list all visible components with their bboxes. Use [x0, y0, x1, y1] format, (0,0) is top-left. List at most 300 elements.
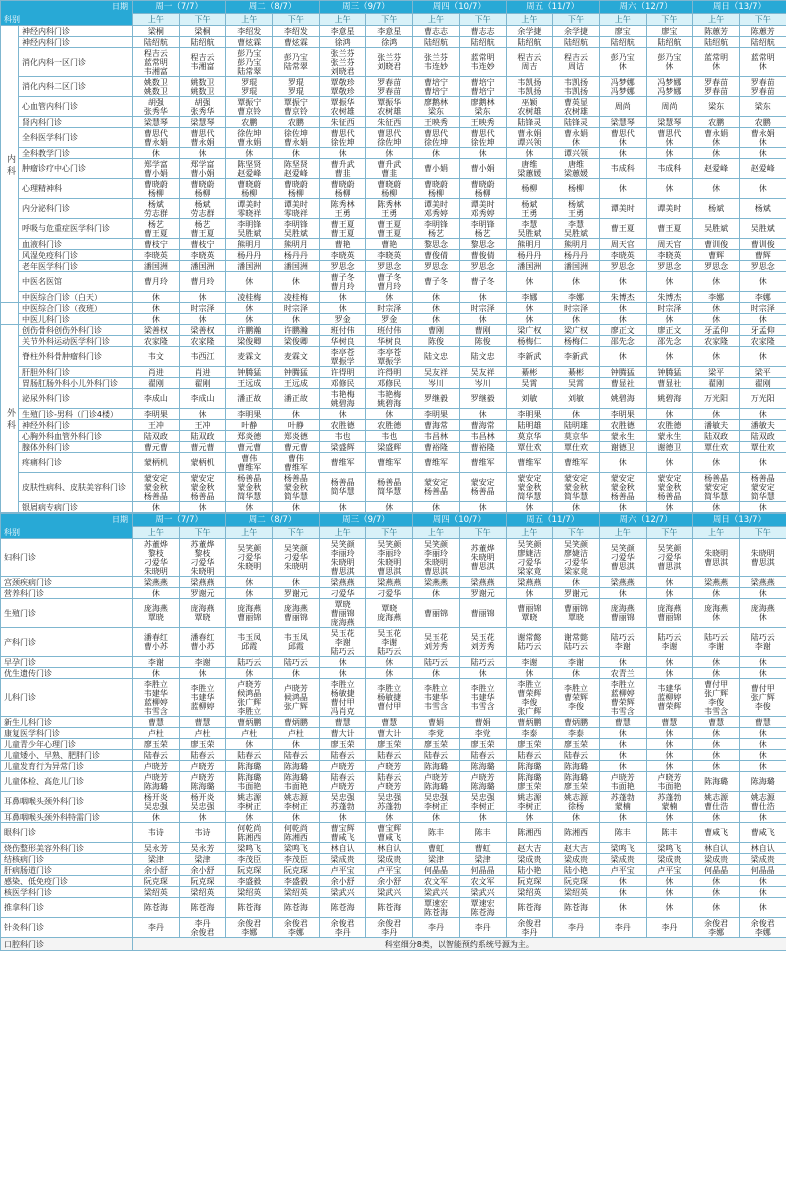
schedule-cell: 陆双政	[179, 431, 226, 442]
schedule-cell: 李慧 吴胜斌	[553, 219, 600, 239]
schedule-cell: 罗思念	[366, 261, 413, 272]
schedule-cell: 休	[179, 292, 226, 303]
schedule-cell: 休	[646, 314, 693, 325]
schedule-cell: 蓝常明 韦连妙	[459, 48, 506, 77]
schedule-cell: 陈湘西	[553, 823, 600, 843]
schedule-cell: 曹培宁 曹培宁	[413, 77, 460, 97]
dept-name: 结核病门诊	[1, 854, 133, 865]
schedule-cell: 李明果	[133, 409, 180, 420]
dept-name: 神经内科门诊	[19, 37, 133, 48]
schedule-cell: 陆春云	[553, 750, 600, 761]
schedule-cell: 李亭苍 覃振学	[366, 347, 413, 367]
am-header: 上午	[413, 527, 460, 539]
schedule-cell: 杨斌	[693, 199, 740, 219]
schedule-cell: 休	[366, 668, 413, 679]
schedule-cell: 陆文忠	[459, 347, 506, 367]
schedule-cell: 梁绍英	[179, 887, 226, 898]
schedule-cell: 休	[646, 750, 693, 761]
schedule-cell: 休	[646, 588, 693, 599]
schedule-cell: 陈苍海	[319, 898, 366, 918]
schedule-cell: 韦昌林	[459, 431, 506, 442]
schedule-cell: 叶静	[273, 420, 320, 431]
schedule-cell: 岑川	[459, 378, 506, 389]
schedule-cell: 曹思代 休	[599, 128, 646, 148]
schedule-cell: 休	[599, 739, 646, 750]
schedule-cell: 廖玉荣	[319, 739, 366, 750]
dept-name: 宫颈疾病门诊	[1, 577, 133, 588]
schedule-cell: 杨梅仁	[553, 336, 600, 347]
schedule-cell: 蒙安定 蒙金秋 简华慧	[506, 473, 553, 502]
schedule-cell: 邓修民	[319, 378, 366, 389]
schedule-cell: 曹炫霖	[273, 37, 320, 48]
schedule-cell: 休	[599, 347, 646, 367]
schedule-cell: 梁慧琴	[599, 117, 646, 128]
dept-name: 儿童发育行为异常门诊	[1, 761, 133, 772]
schedule-cell: 曹慧	[319, 717, 366, 728]
schedule-cell: 卢晓芳	[133, 761, 180, 772]
schedule-cell: 梁俊卿	[273, 336, 320, 347]
schedule-cell: 李娜	[553, 292, 600, 303]
schedule-cell: 潘春红 曹小苏	[179, 628, 226, 657]
schedule-cell: 苏董烨 朱晓明 曹思淇	[459, 539, 506, 577]
schedule-cell: 韦西江	[179, 347, 226, 367]
schedule-cell: 余俊君 李娜	[739, 918, 786, 938]
schedule-cell: 陆绍航	[506, 37, 553, 48]
schedule-cell: 陆春云	[133, 750, 180, 761]
schedule-cell: 林自认	[693, 843, 740, 854]
schedule-cell: 休	[133, 502, 180, 513]
schedule-cell: 陈海璐	[459, 761, 506, 772]
table-row	[1, 739, 786, 750]
schedule-cell: 农胜德	[366, 420, 413, 431]
schedule-cell: 韦凯扬 韦凯扬	[553, 77, 600, 97]
schedule-cell: 张兰芬 张兰芬 刘晓君	[319, 48, 366, 77]
schedule-cell: 潘国洲	[179, 261, 226, 272]
schedule-cell: 李成山	[179, 389, 226, 409]
corner-cell	[1, 1, 133, 26]
schedule-cell: 休	[133, 292, 180, 303]
schedule-cell: 曹咸飞	[693, 823, 740, 843]
corner-cell	[1, 514, 133, 539]
table-row	[1, 117, 786, 128]
schedule-cell: 杨丹丹	[273, 250, 320, 261]
schedule-cell: 休	[739, 502, 786, 513]
schedule-cell: 刁爱华	[366, 588, 413, 599]
schedule-cell: 余俊君 李丹	[319, 918, 366, 938]
pm-header: 下午	[366, 14, 413, 26]
schedule-cell: 曹思代 徐佐坤	[459, 128, 506, 148]
dept-name: 心血管内科门诊	[19, 97, 133, 117]
schedule-cell: 曹伟 曹维军	[273, 453, 320, 473]
schedule-cell: 何乾尚 陈湘西	[226, 823, 273, 843]
schedule-cell: 何乾尚 陈湘西	[273, 823, 320, 843]
schedule-cell: 休	[273, 314, 320, 325]
schedule-cell: 休	[599, 303, 646, 314]
day-header-row	[1, 514, 786, 527]
schedule-cell: 卢晓芳 韦面艳	[646, 772, 693, 792]
schedule-cell: 曹晓蔚 杨柳	[133, 179, 180, 199]
schedule-cell: 庞海燕 覃晓	[179, 599, 226, 628]
schedule-cell: 休	[646, 347, 693, 367]
schedule-cell: 农家隆	[739, 336, 786, 347]
schedule-cell: 陈蕙芳	[739, 26, 786, 37]
schedule-cell: 覃仕欢	[739, 442, 786, 453]
schedule-cell: 卢晓芳	[179, 761, 226, 772]
table-row	[1, 865, 786, 876]
schedule-cell: 曹裕隆	[459, 442, 506, 453]
table-row	[1, 37, 786, 48]
table-row	[1, 854, 786, 865]
schedule-cell: 杨善晶 简华慧	[366, 473, 413, 502]
schedule-cell: 唐维 梁蕙媛	[553, 159, 600, 179]
am-header: 上午	[693, 14, 740, 26]
schedule-cell: 梁盛辉	[319, 442, 366, 453]
schedule-cell: 李丹 余俊君	[179, 918, 226, 938]
schedule-cell: 休	[319, 292, 366, 303]
schedule-cell: 周天官	[599, 239, 646, 250]
schedule-cell: 李胜立 韦建华 韦雪含	[459, 679, 506, 717]
table-row	[1, 679, 786, 717]
table-row	[1, 26, 786, 37]
table-row	[1, 812, 786, 823]
schedule-cell: 农鹏	[693, 117, 740, 128]
schedule-cell: 陈苍海	[366, 898, 413, 918]
schedule-cell: 陆明雄	[553, 420, 600, 431]
table-row	[1, 668, 786, 679]
dept-name: 内分泌科门诊	[19, 199, 133, 219]
schedule-cell: 曹晓蔚 杨柳	[459, 179, 506, 199]
schedule-cell: 休	[413, 668, 460, 679]
schedule-cell: 王映秀	[459, 117, 506, 128]
schedule-cell: 曹元曹	[273, 442, 320, 453]
schedule-cell: 陆锋灵	[506, 117, 553, 128]
schedule-cell: 休	[553, 409, 600, 420]
schedule-cell: 陈海璐 韦面艳	[226, 772, 273, 792]
schedule-cell: 休	[646, 453, 693, 473]
day-header: 周一（7/7）	[133, 1, 226, 14]
dept-name: 耳鼻咽喉头颈外科特需门诊	[1, 812, 133, 823]
schedule-cell: 罗思念	[739, 261, 786, 272]
schedule-cell: 吴永芳	[179, 843, 226, 854]
date-label: 日期	[112, 515, 128, 524]
schedule-cell: 廖玉荣	[459, 739, 506, 750]
schedule-cell: 陆巧云 李谢	[693, 628, 740, 657]
schedule-cell: 休	[179, 668, 226, 679]
schedule-cell: 休	[693, 588, 740, 599]
schedule-cell: 曹炳鹏	[273, 717, 320, 728]
table-row	[1, 261, 786, 272]
schedule-cell: 张兰芬 韦连妙	[413, 48, 460, 77]
footer-row	[1, 938, 786, 951]
day-header: 周六（12/7）	[599, 1, 692, 14]
schedule-cell: 陈海璐	[553, 761, 600, 772]
dept-name: 皮肤性病科、皮肤美容科门诊	[19, 473, 133, 502]
schedule-cell: 休	[553, 812, 600, 823]
schedule-cell: 曹维军	[366, 453, 413, 473]
schedule-cell: 曹思代 曹永娟	[179, 128, 226, 148]
schedule-cell: 曹小娟	[459, 159, 506, 179]
schedule-cell: 陆巧云 李谢	[739, 628, 786, 657]
schedule-cell: 曹虹	[413, 843, 460, 854]
schedule-cell: 曹大计	[319, 728, 366, 739]
schedule-cell: 休	[553, 668, 600, 679]
schedule-cell: 李胜立 杨敏捷 曹付甲 冯肖克	[319, 679, 366, 717]
table-row	[1, 179, 786, 199]
schedule-cell: 曹训俊	[693, 239, 740, 250]
schedule-cell: 时宗泽	[553, 303, 600, 314]
schedule-cell: 王远成	[273, 378, 320, 389]
schedule-cell: 休	[599, 453, 646, 473]
schedule-cell: 休	[599, 657, 646, 668]
day-header: 周日（13/7）	[693, 1, 786, 14]
table-row	[1, 219, 786, 239]
schedule-cell: 吴笑颜 廖婕洁 刁爱华 梁家竟	[506, 539, 553, 577]
schedule-cell: 蒙安定 蒙金秋 简华慧	[553, 473, 600, 502]
table-row	[1, 199, 786, 219]
schedule-cell: 陈丰	[646, 823, 693, 843]
schedule-cell: 谭美时 邓秀婷	[459, 199, 506, 219]
schedule-cell: 曹俊倩	[459, 250, 506, 261]
schedule-cell: 梁绍英	[506, 887, 553, 898]
schedule-cell: 梁绍英	[226, 887, 273, 898]
schedule-cell: 吴玉花 李谢 陆巧云	[366, 628, 413, 657]
schedule-cell: 潘正故	[226, 389, 273, 409]
schedule-cell: 华树良	[319, 336, 366, 347]
schedule-cell: 曹炳鹏	[226, 717, 273, 728]
schedule-cell: 韦玉凤 邱霞	[273, 628, 320, 657]
schedule-cell: 曹晓蔚 杨柳	[366, 179, 413, 199]
dept-name: 消化内科二区门诊	[19, 77, 133, 97]
schedule-cell: 陆绍航	[413, 37, 460, 48]
dept-name: 针灸科门诊	[1, 918, 133, 938]
schedule-cell: 休	[739, 761, 786, 772]
schedule-cell: 休	[273, 148, 320, 159]
schedule-cell: 农青兰	[599, 668, 646, 679]
schedule-cell: 陈湘西	[506, 823, 553, 843]
table-row	[1, 628, 786, 657]
schedule-cell: 廖玉荣	[179, 739, 226, 750]
schedule-cell: 曹思代 徐佐坤	[366, 128, 413, 148]
schedule-cell: 莫京华	[506, 431, 553, 442]
dept-name: 中医儿科门诊	[19, 314, 133, 325]
schedule-cell: 覃敬珍 覃敬珍	[319, 77, 366, 97]
schedule-cell: 卢晓芳 陈海璐	[179, 772, 226, 792]
schedule-cell: 休	[646, 272, 693, 292]
dept-name: 早孕门诊	[1, 657, 133, 668]
schedule-cell: 曹辉	[693, 250, 740, 261]
schedule-cell: 休	[693, 148, 740, 159]
schedule-cell: 陆双政	[739, 431, 786, 442]
schedule-cell: 余学捷	[553, 26, 600, 37]
schedule-cell: 休	[693, 739, 740, 750]
schedule-cell: 陆春云	[506, 750, 553, 761]
schedule-cell: 蒙柄机	[133, 453, 180, 473]
section-label	[1, 303, 19, 325]
table-row	[1, 250, 786, 261]
schedule-cell: 覃速宏 陈苍海	[413, 898, 460, 918]
schedule-cell: 韦成科	[646, 159, 693, 179]
schedule-cell: 曹慧	[366, 717, 413, 728]
am-header: 上午	[506, 527, 553, 539]
schedule-cell: 曹子冬	[413, 272, 460, 292]
schedule-cell: 翟刚	[693, 378, 740, 389]
schedule-cell: 韦凯扬 韦凯扬	[506, 77, 553, 97]
schedule-cell: 休	[739, 898, 786, 918]
schedule-cell: 卢晓芳 候鸿晶 张广辉	[273, 679, 320, 717]
table-row	[1, 473, 786, 502]
am-header: 上午	[506, 14, 553, 26]
schedule-cell: 梁鸣飞	[599, 843, 646, 854]
dept-name: 生殖门诊	[1, 599, 133, 628]
schedule-cell: 休	[413, 148, 460, 159]
schedule-cell: 陆绍航	[739, 37, 786, 48]
dept-name: 肝胆外科门诊	[19, 367, 133, 378]
schedule-cell: 梁鸣飞	[273, 843, 320, 854]
schedule-cell: 王冲	[179, 420, 226, 431]
schedule-cell: 邓修民	[366, 378, 413, 389]
schedule-cell: 岑川	[413, 378, 460, 389]
table-row	[1, 539, 786, 577]
schedule-cell: 姚碧海	[646, 389, 693, 409]
schedule-cell: 罗春苗 罗春苗	[739, 77, 786, 97]
schedule-cell: 卢晓芳 韦面艳	[599, 772, 646, 792]
schedule-cell: 曹伟 曹维军	[226, 453, 273, 473]
table-row	[1, 792, 786, 812]
schedule-cell: 曹晓蔚 杨柳	[319, 179, 366, 199]
schedule-cell: 休	[693, 668, 740, 679]
schedule-cell: 杨梅仁	[506, 336, 553, 347]
schedule-cell: 陆巧云	[413, 657, 460, 668]
schedule-cell: 曹子冬 曹月玲	[366, 272, 413, 292]
schedule-cell: 李明果	[413, 409, 460, 420]
schedule-cell: 郑炎德	[273, 431, 320, 442]
schedule-cell: 休	[599, 887, 646, 898]
dept-name: 烧伤整形美容外科门诊	[1, 843, 133, 854]
schedule-cell: 休	[739, 750, 786, 761]
schedule-cell: 黎思念	[459, 239, 506, 250]
day-header: 周三（9/7）	[319, 514, 412, 527]
schedule-cell: 李胜立 曹荣辉 李俊 张广辉	[506, 679, 553, 717]
schedule-cell: 曹艳	[319, 239, 366, 250]
pm-header: 下午	[646, 527, 693, 539]
schedule-cell: 廖玉荣	[413, 739, 460, 750]
schedule-cell: 休	[319, 668, 366, 679]
schedule-cell: 翟刚	[179, 378, 226, 389]
schedule-cell: 朱博杰	[646, 292, 693, 303]
schedule-cell: 钟腾猛	[646, 367, 693, 378]
schedule-cell: 休	[553, 314, 600, 325]
schedule-cell: 陈海璐 廖玉荣	[506, 772, 553, 792]
schedule-cell: 李明锋 吴胜斌	[273, 219, 320, 239]
schedule-cell: 休	[739, 314, 786, 325]
schedule-cell: 陆绍航	[646, 37, 693, 48]
schedule-cell: 休	[646, 577, 693, 588]
schedule-cell: 农胜德	[646, 420, 693, 431]
schedule-cell: 李胜立 杨敏捷 曹付甲	[366, 679, 413, 717]
schedule-cell: 休	[739, 657, 786, 668]
schedule-cell: 曹裕隆	[413, 442, 460, 453]
am-header: 上午	[226, 14, 273, 26]
schedule-cell: 休	[599, 812, 646, 823]
schedule-cell: 谢德卫	[599, 442, 646, 453]
schedule-cell: 梁燕燕	[599, 577, 646, 588]
schedule-cell: 曹慧	[739, 717, 786, 728]
schedule-cell: 卢晓芳	[319, 761, 366, 772]
schedule-cell: 姚志源 徐杨	[553, 792, 600, 812]
schedule-cell: 阮克琛	[273, 865, 320, 876]
schedule-cell: 李慧 吴胜斌	[506, 219, 553, 239]
am-header: 上午	[599, 527, 646, 539]
schedule-cell: 李胜立 曹荣辉 李俊	[553, 679, 600, 717]
schedule-cell: 梁善权	[133, 325, 180, 336]
schedule-cell: 罗谢元	[179, 588, 226, 599]
pm-header: 下午	[366, 527, 413, 539]
schedule-cell: 李丹	[599, 918, 646, 938]
schedule-cell: 蒙安定 杨善晶	[413, 473, 460, 502]
schedule-cell: 潘国洲	[553, 261, 600, 272]
schedule-cell: 梁绍英	[133, 887, 180, 898]
schedule-cell: 廖鹅林 梁东	[413, 97, 460, 117]
schedule-cell: 休	[366, 409, 413, 420]
schedule-cell: 余俊君 李丹	[506, 918, 553, 938]
schedule-cell: 李意星	[319, 26, 366, 37]
schedule-cell: 卢晓芳 候鸿晶 张广辉 李胜立	[226, 679, 273, 717]
schedule-cell: 休	[693, 657, 740, 668]
dept-name: 妇科门诊	[1, 539, 133, 577]
am-header: 上午	[319, 14, 366, 26]
schedule-cell: 李茂臣	[273, 854, 320, 865]
schedule-cell: 陈秀林 王勇	[319, 199, 366, 219]
table-row	[1, 657, 786, 668]
schedule-cell: 陈丰	[599, 823, 646, 843]
schedule-cell: 陈海璐	[273, 761, 320, 772]
schedule-cell: 卢晓芳 陈海璐	[413, 772, 460, 792]
section-label: 外 科	[1, 325, 19, 513]
schedule-cell: 曹显社	[599, 378, 646, 389]
schedule-cell: 曹元曹	[133, 442, 180, 453]
schedule-cell: 廖鹅林 梁东	[459, 97, 506, 117]
schedule-cell: 何晶晶	[693, 865, 740, 876]
table-row	[1, 325, 786, 336]
schedule-cell: 梁津	[133, 854, 180, 865]
schedule-cell: 罗思念	[693, 261, 740, 272]
schedule-cell: 胡强 张秀华	[179, 97, 226, 117]
table-row	[1, 442, 786, 453]
schedule-cell: 杨丹丹	[553, 250, 600, 261]
schedule-cell: 吴笑颜 刁爱华 曹思淇	[599, 539, 646, 577]
schedule-cell: 休	[693, 409, 740, 420]
schedule-cell: 曹丽锦	[459, 599, 506, 628]
schedule-cell: 吴笑颜 刁爱华 朱晓明	[226, 539, 273, 577]
schedule-cell: 曹显社	[646, 378, 693, 389]
schedule-cell: 曹炫霖	[226, 37, 273, 48]
schedule-cell: 休	[226, 314, 273, 325]
schedule-table-top	[0, 0, 786, 513]
schedule-cell: 曹俊倩	[413, 250, 460, 261]
schedule-cell: 李胜立 韦建华 韦雪含	[413, 679, 460, 717]
schedule-cell: 休	[273, 502, 320, 513]
schedule-cell: 罗春苗 罗春苗	[366, 77, 413, 97]
schedule-cell: 班付伟	[366, 325, 413, 336]
schedule-cell: 班付伟	[319, 325, 366, 336]
schedule-cell: 曹慧	[599, 717, 646, 728]
schedule-cell: 休	[133, 812, 180, 823]
schedule-cell: 杨善晶 蒙金秋 简华慧	[226, 473, 273, 502]
table-row	[1, 420, 786, 431]
schedule-cell: 李明果	[599, 409, 646, 420]
schedule-cell: 庞海燕 曹丽锦	[646, 599, 693, 628]
schedule-cell: 休	[646, 812, 693, 823]
